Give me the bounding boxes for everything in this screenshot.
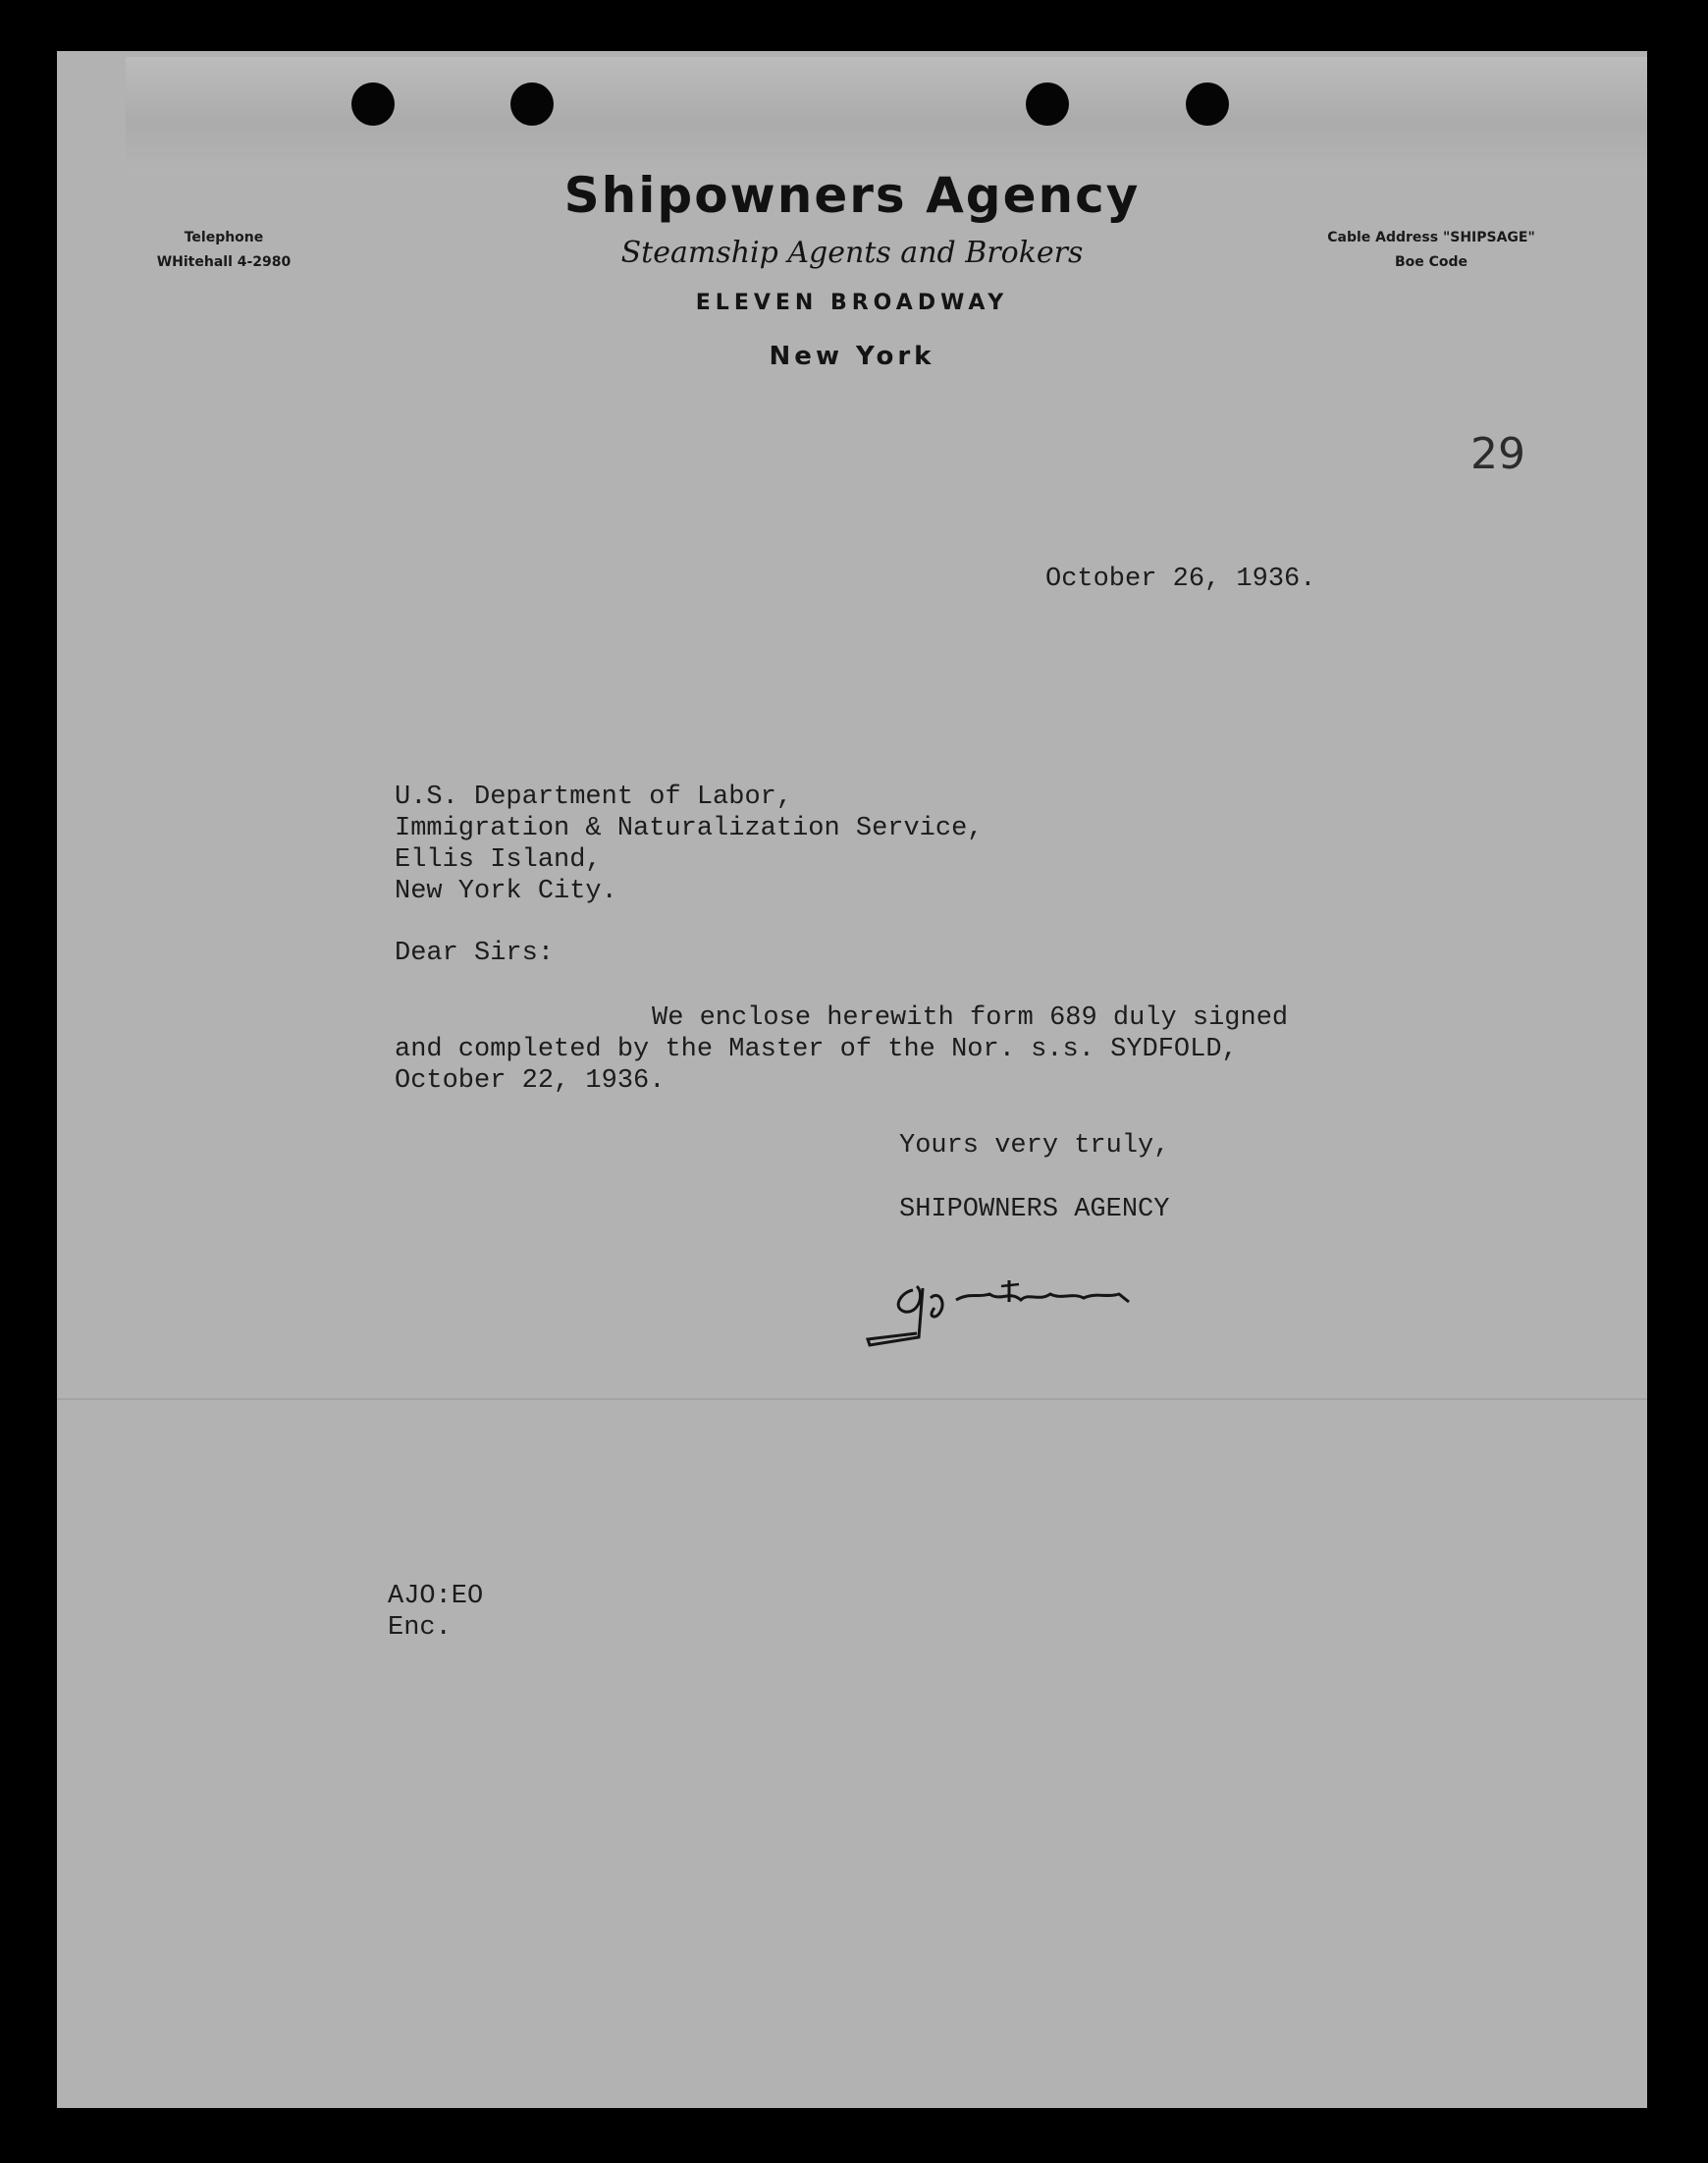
letterhead-tagline: Steamship Agents and Brokers	[620, 236, 1084, 270]
punch-hole	[510, 82, 554, 126]
tape-strip	[126, 57, 1647, 175]
salutation: Dear Sirs:	[395, 939, 555, 968]
page-number: 29	[1470, 429, 1525, 479]
recipient-line: U.S. Department of Labor,	[395, 783, 793, 812]
reference-initials: AJO:EO	[388, 1582, 484, 1611]
signatory: SHIPOWNERS AGENCY	[899, 1195, 1170, 1224]
punch-hole	[1186, 82, 1229, 126]
phone-label: Telephone	[184, 230, 264, 245]
letterhead-street: ELEVEN BROADWAY	[695, 291, 1009, 315]
letterhead-city: New York	[769, 342, 935, 371]
code-line: Boe Code	[1394, 254, 1468, 270]
enclosure-note: Enc.	[388, 1613, 452, 1643]
punch-hole	[1026, 82, 1069, 126]
body-line: October 22, 1936.	[395, 1066, 666, 1096]
letterhead-company: Shipowners Agency	[563, 167, 1141, 224]
fold-line	[57, 1398, 1647, 1400]
cable-address: Cable Address "SHIPSAGE"	[1327, 230, 1535, 245]
handwritten-signature	[862, 1229, 1176, 1367]
closing: Yours very truly,	[899, 1131, 1170, 1161]
phone-number: WHitehall 4-2980	[156, 254, 292, 270]
recipient-line: New York City.	[395, 877, 617, 906]
letterhead-cable-block	[1284, 226, 1578, 275]
punch-hole	[351, 82, 395, 126]
letterhead-phone-block	[126, 226, 322, 275]
recipient-line: Ellis Island,	[395, 845, 602, 875]
letter-date: October 26, 1936.	[1045, 565, 1316, 594]
letter-page	[57, 51, 1647, 2108]
body-line: and completed by the Master of the Nor. s.s. SYDFOLD,	[395, 1035, 1238, 1064]
body-line: We enclose herewith form 689 duly signed	[652, 1003, 1289, 1033]
recipient-line: Immigration & Naturalization Service,	[395, 814, 984, 843]
